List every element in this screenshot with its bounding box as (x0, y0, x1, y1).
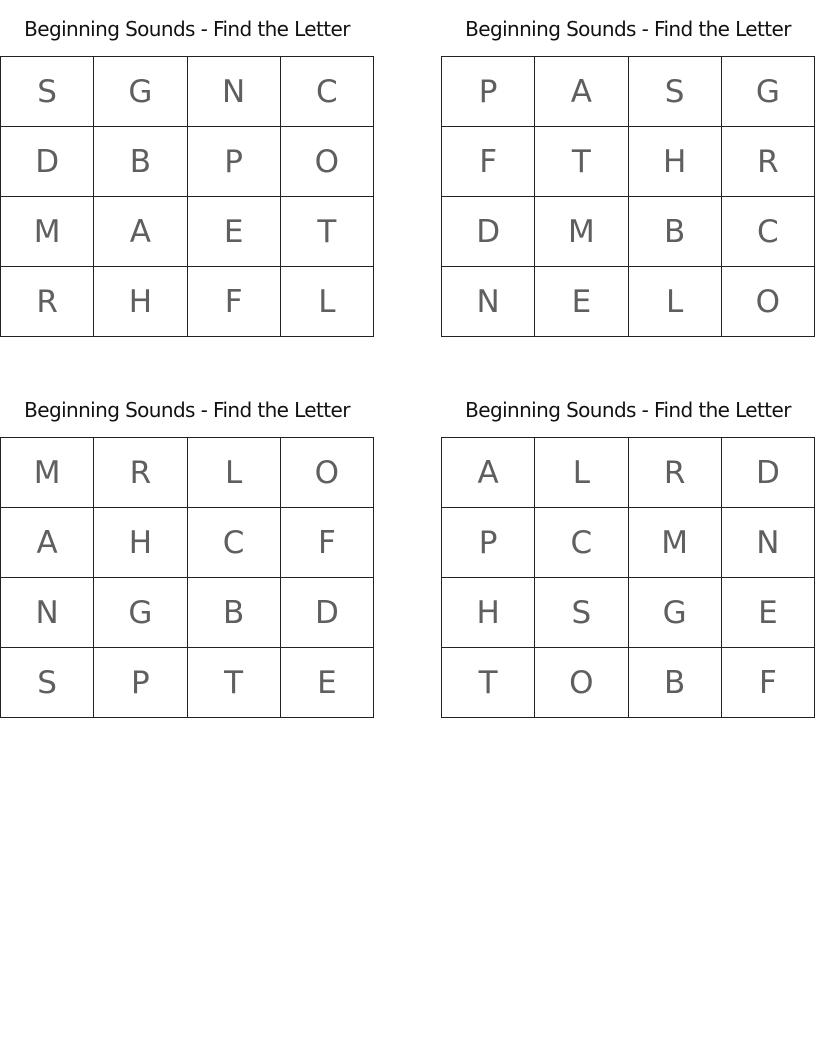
letter-cell[interactable]: A (1, 508, 94, 578)
letter-cell[interactable]: F (281, 508, 374, 578)
letter-cell[interactable]: M (535, 197, 628, 267)
letter-cell[interactable]: T (188, 648, 281, 718)
card-title: Beginning Sounds - Find the Letter (465, 17, 791, 41)
letter-cell[interactable]: H (94, 267, 187, 337)
letter-cell[interactable]: G (94, 578, 187, 648)
letter-cell[interactable]: D (1, 127, 94, 197)
letter-cell[interactable]: H (94, 508, 187, 578)
letter-cell[interactable]: S (1, 648, 94, 718)
letter-cell[interactable]: C (722, 197, 815, 267)
letter-cell[interactable]: F (722, 648, 815, 718)
letter-cell[interactable]: D (722, 438, 815, 508)
letter-cell[interactable]: G (629, 578, 722, 648)
card-title: Beginning Sounds - Find the Letter (24, 17, 350, 41)
letter-cell[interactable]: H (442, 578, 535, 648)
card-title: Beginning Sounds - Find the Letter (24, 398, 350, 422)
letter-grid (441, 437, 815, 718)
letter-cell[interactable]: E (722, 578, 815, 648)
letter-cell[interactable]: B (94, 127, 187, 197)
letter-cell[interactable]: T (281, 197, 374, 267)
letter-cell[interactable]: M (629, 508, 722, 578)
letter-cell[interactable]: S (629, 57, 722, 127)
letter-cell[interactable]: N (1, 578, 94, 648)
letter-cell[interactable]: O (281, 127, 374, 197)
letter-card-2 (441, 1, 815, 337)
letter-cell[interactable]: G (94, 57, 187, 127)
letter-cell[interactable]: T (535, 127, 628, 197)
letter-cell[interactable]: L (629, 267, 722, 337)
letter-cell[interactable]: N (188, 57, 281, 127)
letter-cell[interactable]: C (281, 57, 374, 127)
letter-cell[interactable]: C (188, 508, 281, 578)
letter-cell[interactable]: N (722, 508, 815, 578)
letter-cell[interactable]: B (629, 648, 722, 718)
letter-card-4 (441, 382, 815, 718)
letter-card-3 (0, 382, 374, 718)
letter-cell[interactable]: S (1, 57, 94, 127)
letter-cell[interactable]: O (281, 438, 374, 508)
letter-cell[interactable]: A (535, 57, 628, 127)
letter-cell[interactable]: E (188, 197, 281, 267)
letter-cell[interactable]: R (94, 438, 187, 508)
letter-grid (441, 56, 815, 337)
letter-cell[interactable]: P (442, 57, 535, 127)
letter-cell[interactable]: L (535, 438, 628, 508)
letter-cell[interactable]: B (188, 578, 281, 648)
letter-cell[interactable]: C (535, 508, 628, 578)
letter-cell[interactable]: B (629, 197, 722, 267)
letter-cell[interactable]: P (188, 127, 281, 197)
letter-cell[interactable]: R (629, 438, 722, 508)
letter-grid (0, 437, 374, 718)
letter-cell[interactable]: L (188, 438, 281, 508)
letter-cell[interactable]: T (442, 648, 535, 718)
letter-cell[interactable]: D (442, 197, 535, 267)
letter-grid (0, 56, 374, 337)
letter-cell[interactable]: P (442, 508, 535, 578)
letter-cell[interactable]: N (442, 267, 535, 337)
card-title: Beginning Sounds - Find the Letter (465, 398, 791, 422)
letter-cell[interactable]: R (722, 127, 815, 197)
letter-cell[interactable]: H (629, 127, 722, 197)
letter-cell[interactable]: A (442, 438, 535, 508)
letter-cell[interactable]: D (281, 578, 374, 648)
letter-cell[interactable]: E (281, 648, 374, 718)
letter-cell[interactable]: O (535, 648, 628, 718)
letter-cell[interactable]: O (722, 267, 815, 337)
letter-cell[interactable]: F (188, 267, 281, 337)
letter-cell[interactable]: M (1, 197, 94, 267)
letter-cell[interactable]: L (281, 267, 374, 337)
letter-cell[interactable]: M (1, 438, 94, 508)
letter-cell[interactable]: P (94, 648, 187, 718)
letter-cell[interactable]: E (535, 267, 628, 337)
letter-cell[interactable]: A (94, 197, 187, 267)
letter-cell[interactable]: F (442, 127, 535, 197)
letter-cell[interactable]: S (535, 578, 628, 648)
letter-cell[interactable]: R (1, 267, 94, 337)
letter-card-1 (0, 1, 374, 337)
letter-cell[interactable]: G (722, 57, 815, 127)
